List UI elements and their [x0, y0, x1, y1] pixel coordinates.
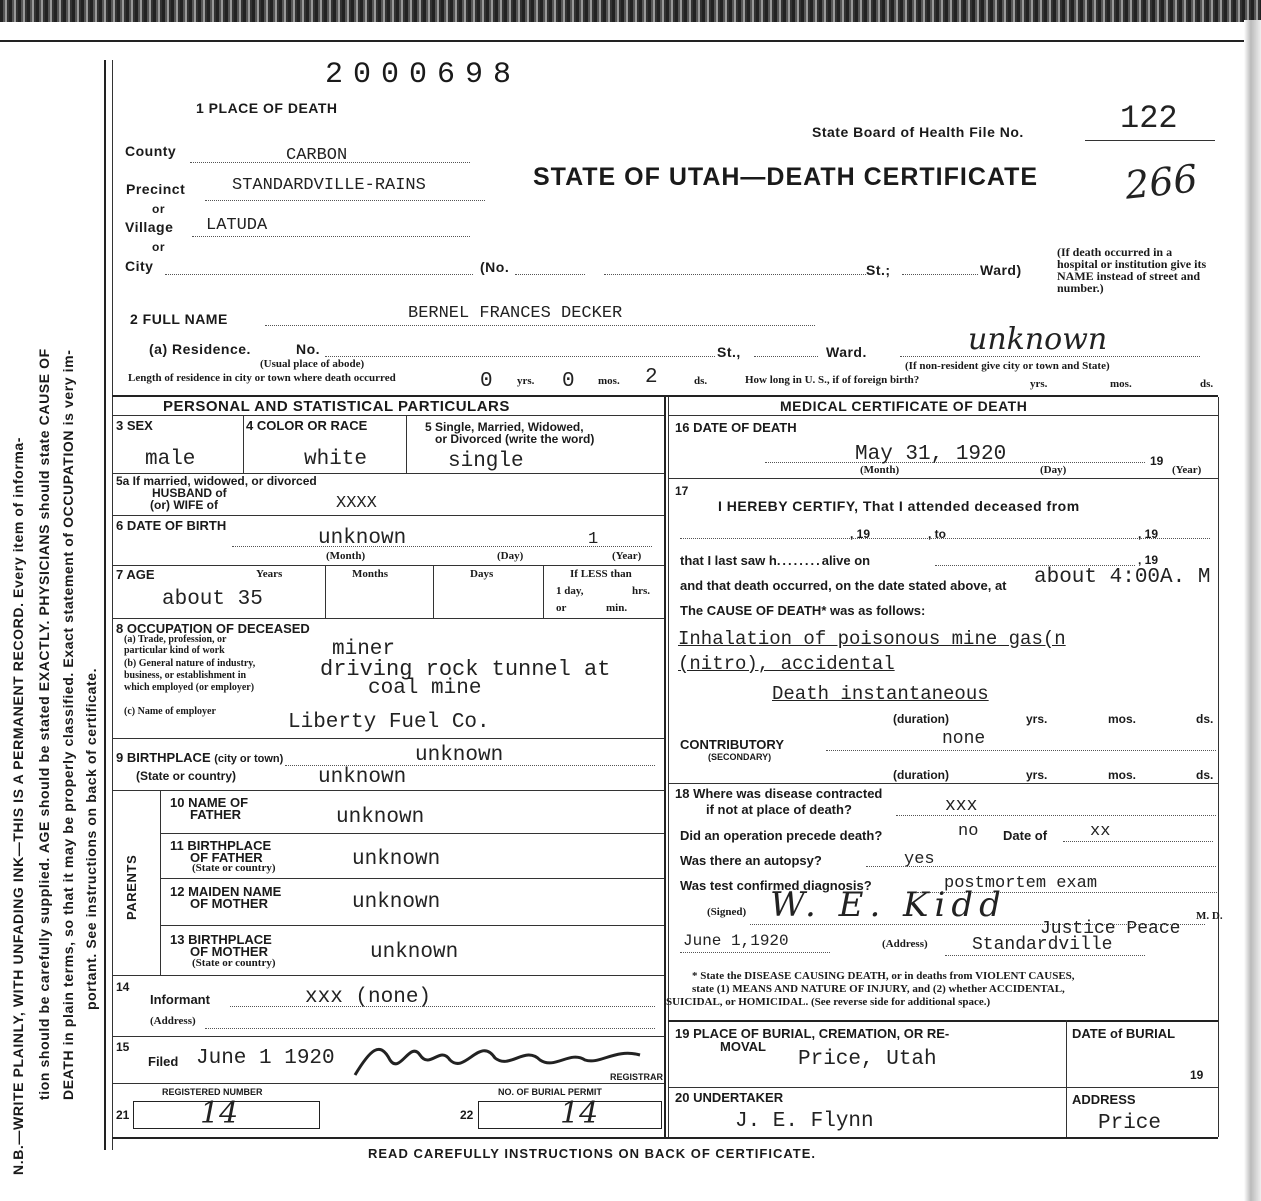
occ-b-label-1: (b) General nature of industry,: [124, 658, 256, 669]
age-div-2: [433, 566, 434, 618]
birthplace-label-text: 9 BIRTHPLACE: [116, 750, 211, 765]
spouse-label-2: HUSBAND of: [152, 486, 227, 500]
color-value: white: [304, 448, 368, 471]
burial-permit-value: 14: [560, 1096, 599, 1131]
row-line-dob: [112, 565, 664, 566]
filed-num: 15: [116, 1040, 130, 1054]
duration-mos-2: mos.: [1108, 768, 1137, 782]
age-less-hrs: hrs.: [632, 585, 651, 597]
row-line-father: [160, 833, 664, 834]
row-line-contributory: [668, 783, 1218, 784]
op-date-value: xx: [1090, 822, 1111, 841]
mother-label-1: 12 MAIDEN NAME: [170, 884, 282, 899]
dob-month-label: (Month): [326, 550, 366, 562]
county-value: CARBON: [286, 146, 348, 165]
informant-line: [230, 1006, 655, 1007]
right-scan-edge: [1244, 20, 1261, 1201]
registrar-label: REGISTRAR: [610, 1072, 664, 1082]
us-label: How long in U. S., if of foreign birth?: [745, 374, 920, 386]
city-line: [165, 274, 473, 275]
op-date-line: [1063, 841, 1213, 842]
dob-year-label: (Year): [612, 550, 642, 562]
footnote-2: state (1) MEANS AND NATURE OF INJURY, and (2) whether ACCIDENTAL,: [692, 983, 1065, 995]
undertaker-address: Price: [1098, 1112, 1162, 1135]
date-month-label: (Month): [860, 464, 900, 476]
city-ward-line: [902, 274, 978, 275]
village-line: [192, 236, 470, 237]
birthplace-label: [116, 750, 283, 765]
birthplace-state-label: (State or country): [136, 769, 237, 783]
sign-address-label: (Address): [882, 938, 928, 950]
full-name-line: [265, 325, 815, 326]
full-name-value: BERNEL FRANCES DECKER: [408, 304, 623, 323]
precinct-value: STANDARDVILLE-RAINS: [232, 176, 426, 195]
footnote-3: SUICIDAL, or HOMICIDAL. (See reverse side for additional space.): [666, 996, 991, 1008]
burial-permit-prefix: 22: [460, 1108, 474, 1122]
cause-line-2: (nitro), accidental: [678, 653, 895, 675]
precinct-label: Precinct: [126, 181, 186, 197]
or-label-1: or: [152, 202, 165, 216]
file-no-label: State Board of Health File No.: [812, 124, 1024, 140]
row-line-mother-bp: [112, 975, 664, 976]
city-label: City: [125, 258, 154, 274]
sign-address-line: [945, 955, 1145, 956]
date-of-death-value: May 31, 1920: [855, 443, 1007, 466]
filed-value: June 1 1920: [196, 1047, 335, 1070]
row-line-birthplace: [112, 790, 664, 791]
sign-date-line: [680, 952, 830, 953]
mother-bp-label-2: OF MOTHER: [190, 944, 268, 959]
sign-address: Standardville: [972, 935, 1113, 955]
age-years-label: Years: [256, 568, 283, 580]
birthplace-sub: (city or town): [214, 753, 284, 765]
age-days-label: Days: [470, 568, 494, 580]
full-name-label: 2 FULL NAME: [130, 311, 228, 327]
length-days-value: 2: [645, 366, 658, 389]
dob-year-prefix: 1: [588, 530, 599, 549]
last-saw-label: that I last saw h........alive on: [680, 553, 871, 568]
date-of-death-label: 16 DATE OF DEATH: [675, 420, 797, 435]
margin-rule-inner: [112, 60, 113, 1150]
dob-label: 6 DATE OF BIRTH: [116, 518, 227, 533]
us-yrs-label: yrs.: [1030, 378, 1048, 390]
father-birthplace: unknown: [352, 848, 441, 871]
birthplace-state: unknown: [318, 766, 407, 789]
marital-label-1: 5 Single, Married, Widowed,: [425, 420, 584, 434]
row-line-occupation: [112, 738, 664, 739]
length-months-value: 0: [562, 370, 575, 393]
row-line-filed: [112, 1083, 664, 1084]
certificate-number: 2000698: [325, 58, 522, 92]
top-scan-edge: [0, 0, 1261, 22]
cause-line-1: Inhalation of poisonous mine gas(n: [678, 628, 1066, 650]
occupation-trade: miner: [332, 638, 396, 661]
duration-1: (duration): [893, 712, 949, 726]
row-line-date: [668, 478, 1218, 479]
marital-value: single: [448, 450, 524, 473]
top-border-line: [0, 40, 1261, 42]
residence-line: [325, 356, 715, 357]
informant-address-label: (Address): [150, 1015, 196, 1027]
parents-label: PARENTS: [124, 854, 139, 920]
village-value: LATUDA: [206, 216, 268, 235]
time-of-death: about 4:00A. M: [1034, 566, 1211, 589]
item17-num: 17: [675, 484, 689, 498]
duration-ds-2: ds.: [1196, 768, 1214, 782]
occ-a-label-2: particular kind of work: [124, 645, 225, 656]
duration-mos-1: mos.: [1108, 712, 1137, 726]
sex-divider: [243, 416, 244, 473]
grid-bottom-line: [112, 1137, 1218, 1139]
length-residence-label: Length of residence in city or town where death occurred: [128, 372, 396, 384]
mother-bp-label-1: 13 BIRTHPLACE: [170, 932, 272, 947]
city-st-line: [604, 274, 866, 275]
father-bp-label-2: OF FATHER: [190, 850, 263, 865]
operation-value: no: [958, 822, 979, 841]
residence-label: (a) Residence.: [149, 341, 251, 357]
residence-value: unknown: [968, 322, 1108, 357]
occupation-nature-1: driving rock tunnel at: [320, 657, 611, 682]
duration-ds-1: ds.: [1196, 712, 1214, 726]
burial-permit-label: NO. OF BURIAL PERMIT: [498, 1087, 602, 1097]
city-no-line: [515, 274, 585, 275]
residence-st-line: [754, 356, 818, 357]
informant-address-line: [205, 1028, 655, 1029]
row-line-footnote: [668, 1020, 1218, 1022]
md-label: M. D.: [1196, 910, 1223, 922]
spouse-value: XXXX: [336, 494, 377, 513]
item18-line: [896, 815, 1216, 816]
us-ds-label: ds.: [1200, 378, 1214, 390]
length-ds-label: ds.: [694, 375, 708, 387]
personal-header: PERSONAL AND STATISTICAL PARTICULARS: [163, 398, 510, 415]
row-line-spouse: [112, 515, 664, 516]
or-label-2: or: [152, 240, 165, 254]
burial-date-19: 19: [1190, 1068, 1204, 1082]
hospital-note: (If death occurred in a hospital or institution give its NAME instead of street and number.): [1057, 245, 1207, 295]
registrar-signature: [350, 1030, 650, 1080]
margin-line-3: DEATH in plain terms, so that it may be properly classified. Exact statement of OCCUPATION is very im-: [60, 349, 76, 1100]
precinct-line: [205, 200, 485, 201]
marital-label-2: or Divorced (write the word): [435, 432, 595, 446]
reg-num-label: REGISTERED NUMBER: [162, 1087, 263, 1097]
filed-label: Filed: [148, 1054, 179, 1069]
sign-date: June 1,1920: [683, 932, 789, 950]
spouse-label-1: 5a If married, widowed, or divorced: [116, 474, 317, 488]
sex-label: 3 SEX: [116, 418, 153, 433]
certify-text: I HEREBY CERTIFY, That I attended deceased from: [718, 498, 1080, 514]
color-label: 4 COLOR OR RACE: [246, 418, 368, 433]
alive-on-text: alive on: [821, 553, 871, 568]
item18-sub: if not at place of death?: [706, 802, 852, 817]
cert-19a: , 19: [850, 527, 871, 541]
margin-rule: [104, 60, 106, 1150]
medical-header: MEDICAL CERTIFICATE OF DEATH: [780, 398, 1028, 414]
dob-value: unknown: [318, 527, 407, 550]
footer-instructions: READ CAREFULLY INSTRUCTIONS ON BACK OF CERTIFICATE.: [368, 1146, 816, 1161]
birthplace-city: unknown: [415, 744, 504, 767]
sex-value: male: [145, 448, 196, 471]
occupation-nature-2: coal mine: [368, 677, 482, 700]
father-label-2: FATHER: [190, 807, 242, 822]
burial-date-label: DATE of BURIAL: [1072, 1026, 1176, 1041]
color-divider: [406, 416, 407, 473]
mother-value: unknown: [352, 891, 441, 914]
duration-2: (duration): [893, 768, 949, 782]
nonresident-note: (If non-resident give city or town and State): [905, 360, 1110, 372]
occ-b-label-3: which employed (or employer): [124, 682, 255, 693]
dob-day-label: (Day): [497, 550, 524, 562]
date-year-prefix: 19: [1150, 454, 1164, 468]
autopsy-line: [866, 866, 1216, 867]
signed-label: (Signed): [707, 906, 747, 918]
row-line-mother: [160, 925, 664, 926]
signer-title: Justice Peace: [1040, 919, 1181, 939]
test-value: postmortem exam: [944, 874, 1098, 893]
occupation-label: 8 OCCUPATION OF DECEASED: [116, 621, 310, 636]
grid-right-border: [1218, 397, 1219, 1137]
employer-value: Liberty Fuel Co.: [288, 711, 490, 734]
margin-line-1: N.B.—WRITE PLAINLY, WITH UNFADING INK—THIS IS A PERMANENT RECORD. Every item of informa-: [10, 436, 26, 1175]
residence-no-label: No.: [296, 341, 321, 357]
item18-label: 18 Where was disease contracted: [675, 786, 883, 801]
us-mos-label: mos.: [1110, 378, 1132, 390]
op-date-label: Date of: [1003, 828, 1048, 843]
cause-line-3: Death instantaneous: [772, 683, 989, 705]
cause-label: The CAUSE OF DEATH* was as follows:: [680, 603, 926, 618]
father-bp-label-1: 11 BIRTHPLACE: [170, 838, 272, 853]
age-less-min: min.: [606, 602, 628, 614]
cert-to: , to: [928, 527, 946, 541]
date-year-label: (Year): [1172, 464, 1202, 476]
margin-line-4: portant. See instructions on back of certificate.: [83, 667, 99, 1010]
test-label: Was test confirmed diagnosis?: [680, 878, 872, 893]
father-label-1: 10 NAME OF: [170, 795, 249, 810]
length-yrs-label: yrs.: [517, 375, 535, 387]
grid-header-line-right: [668, 415, 1218, 416]
age-label: 7 AGE: [116, 567, 155, 582]
village-label: Village: [125, 219, 174, 235]
margin-line-2: tion should be carefully supplied. AGE should be stated EXACTLY. PHYSICIANS should state CAUSE OF: [36, 348, 52, 1100]
informant-label: Informant: [150, 992, 210, 1007]
contributory-value: none: [942, 729, 986, 749]
item18-value: xxx: [945, 796, 978, 816]
contributory-line: [826, 750, 1216, 751]
age-value: about 35: [162, 588, 263, 611]
residence-ward-label: Ward.: [826, 344, 867, 360]
autopsy-label: Was there an autopsy?: [680, 853, 822, 868]
last-19: , 19: [1138, 553, 1159, 567]
physician-signature: W. E. Kidd: [770, 885, 1007, 925]
city-ward-label: Ward): [980, 262, 1022, 278]
handwritten-number: 266: [1122, 156, 1200, 208]
contributory-label: CONTRIBUTORY: [680, 737, 784, 752]
date-day-label: (Day): [1040, 464, 1067, 476]
age-less-label-2: 1 day,: [556, 585, 584, 597]
father-bp-label-3: (State or country): [192, 862, 276, 874]
length-years-value: 0: [480, 370, 493, 393]
duration-yrs-1: yrs.: [1026, 712, 1048, 726]
reg-num-value: 14: [200, 1096, 239, 1131]
informant-value: xxx (none): [305, 986, 432, 1009]
length-mos-label: mos.: [598, 375, 620, 387]
occ-a-label-1: (a) Trade, profession, or: [124, 634, 227, 645]
occ-c-label: (c) Name of employer: [124, 706, 216, 717]
spouse-label-3: (or) WIFE of: [150, 498, 218, 512]
age-months-label: Months: [352, 568, 389, 580]
undertaker-value: J. E. Flynn: [735, 1110, 874, 1133]
contributory-sub: (SECONDARY): [708, 752, 772, 762]
death-occurred-text: and that death occurred, on the date stated above, at: [680, 578, 1007, 593]
city-st-label: St.;: [866, 262, 891, 278]
place-of-death-label: 1 PLACE OF DEATH: [196, 100, 338, 116]
autopsy-value: yes: [904, 850, 935, 869]
footnote-1: * State the DISEASE CAUSING DEATH, or in deaths from VIOLENT CAUSES,: [692, 970, 1075, 982]
last-saw-text: that I last saw h: [680, 553, 777, 568]
city-no-label: (No.: [480, 259, 510, 275]
undertaker-address-label: ADDRESS: [1072, 1092, 1136, 1107]
mother-label-2: OF MOTHER: [190, 896, 268, 911]
burial-value: Price, Utah: [798, 1048, 937, 1071]
registrar-signature-scrawl: [350, 1030, 650, 1080]
age-less-label-1: If LESS than: [570, 568, 632, 580]
burial-label-1: 19 PLACE OF BURIAL, CREMATION, OR RE-: [675, 1026, 950, 1041]
undertaker-label: 20 UNDERTAKER: [675, 1090, 784, 1105]
parents-divider: [160, 790, 161, 975]
duration-yrs-2: yrs.: [1026, 768, 1048, 782]
father-value: unknown: [336, 806, 425, 829]
burial-date-divider: [1066, 1020, 1067, 1137]
row-line-age: [112, 618, 664, 619]
occ-b-label-2: business, or establishment in: [124, 670, 247, 681]
burial-label-2: MOVAL: [720, 1039, 766, 1054]
age-less-label-3: or: [556, 602, 567, 614]
reg-num-prefix: 21: [116, 1108, 130, 1122]
grid-header-line-left: [112, 415, 664, 416]
informant-num: 14: [116, 980, 130, 994]
file-no-value: 122: [1120, 100, 1178, 137]
mother-birthplace: unknown: [370, 941, 459, 964]
age-div-3: [543, 566, 544, 618]
residence-st-label: St.,: [717, 344, 741, 360]
cert-19b: , 19: [1138, 527, 1159, 541]
operation-label: Did an operation precede death?: [680, 828, 883, 843]
file-no-line: [1085, 140, 1215, 141]
row-line-burial: [668, 1087, 1218, 1088]
county-label: County: [125, 143, 177, 159]
grid-center-divider: [664, 397, 666, 1137]
grid-center-divider-2: [668, 397, 669, 1137]
certificate-title: STATE OF UTAH—DEATH CERTIFICATE: [533, 163, 1039, 191]
row-line-father-bp: [160, 878, 664, 879]
mother-bp-label-3: (State or country): [192, 957, 276, 969]
usual-place-note: (Usual place of abode): [260, 358, 365, 370]
age-div-1: [325, 566, 326, 618]
